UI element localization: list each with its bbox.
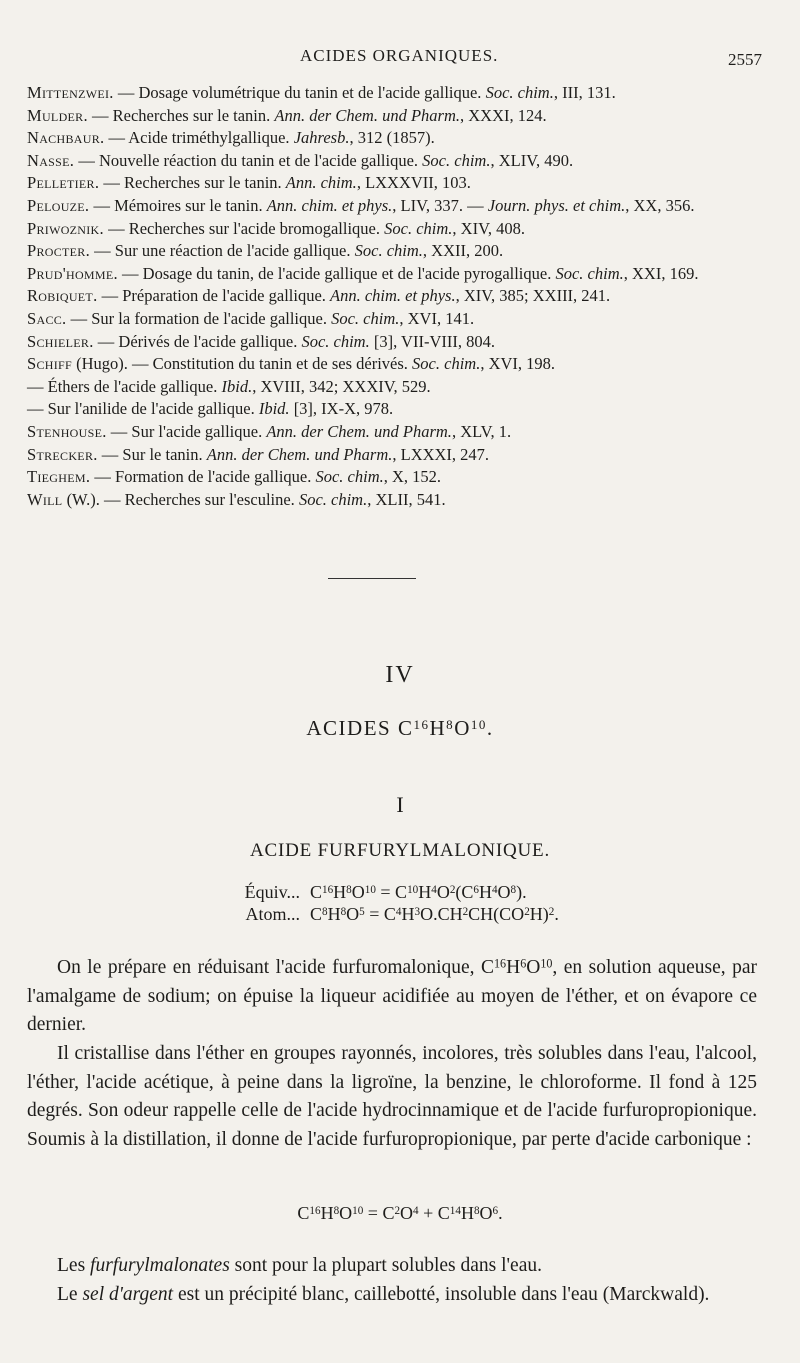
equiv-formula-index: 4: [491, 883, 498, 896]
bib-journal: Ibid.: [221, 376, 253, 396]
bib-author: Robiquet.: [27, 286, 98, 306]
atom-formula-text: O.CH: [420, 904, 463, 924]
bib-author: Prud'homme.: [27, 263, 118, 283]
running-title: ACIDES ORGANIQUES.: [300, 46, 499, 65]
bib-reference: , XXXI, 124.: [460, 105, 547, 125]
bib-journal: Ann. der Chem. und Pharm.: [266, 421, 452, 441]
bib-reference: , XLV, 1.: [451, 421, 512, 441]
equiv-formula-text: = C: [375, 882, 408, 902]
part-formula-index: 8: [446, 717, 455, 733]
equation-index: 2: [394, 1204, 401, 1217]
preparation-index: 16: [494, 956, 507, 971]
equiv-formula-text: H: [333, 882, 347, 902]
equation-index: 10: [352, 1204, 364, 1217]
atom-formula-text: C: [310, 904, 323, 924]
atom-formula-text: CH(CO: [468, 904, 525, 924]
atom-formula-index: 8: [322, 905, 328, 918]
bib-journal: Ann. chim. et phys.: [330, 286, 456, 306]
formula-equiv: [208, 882, 527, 903]
atom-formula-text: O: [346, 904, 360, 924]
equation-text: O: [400, 1203, 414, 1223]
bib-reference: , III, 131.: [553, 83, 616, 102]
page-number: 2557: [728, 50, 762, 69]
bib-title: — Mémoires sur le tanin.: [89, 195, 267, 215]
paragraph-preparation-text: [27, 954, 757, 1040]
formula-atom: [208, 904, 559, 925]
bib-journal: Journ. phys. et chim.: [487, 195, 626, 215]
bib-entry: [27, 353, 767, 374]
bib-reference: , XXII, 200.: [422, 241, 504, 261]
bib-journal: Soc. chim.: [555, 263, 624, 283]
equation-text: C: [297, 1203, 310, 1223]
bib-reference: , XLIV, 490.: [490, 150, 574, 170]
equiv-formula-text: O: [436, 882, 450, 902]
atom-formula-text: H: [401, 904, 415, 924]
bib-title: — Sur une réaction de l'acide gallique.: [90, 241, 355, 261]
equiv-formula-text: (C: [455, 882, 474, 902]
part-formula-text: O: [454, 716, 471, 740]
equiv-formula-index: 10: [364, 883, 376, 896]
bib-journal: Soc. chim.: [331, 308, 400, 328]
bib-entry: [27, 82, 767, 103]
equation-index: 16: [309, 1204, 321, 1217]
equiv-formula-text: ).: [516, 882, 527, 902]
bib-title: — Recherches sur le tanin.: [99, 173, 286, 193]
equiv-formula-index: 8: [346, 883, 352, 896]
atom-formula-index: 3: [414, 905, 421, 918]
equation-text: O: [339, 1203, 353, 1223]
paragraph-silver-salt-text: [27, 1281, 757, 1310]
bib-reference: [3], IX-X, 978.: [289, 399, 394, 419]
equation-index: 8: [333, 1204, 340, 1217]
bib-journal: Soc. chim.: [485, 83, 554, 102]
bib-title: — Préparation de l'acide gallique.: [97, 286, 331, 306]
atom-formula-text: .: [554, 904, 559, 924]
chapter-number: I: [396, 792, 404, 817]
silver-post: est un précipité blanc, caillebotté, insoluble dans l'eau (Marckwald).: [173, 1284, 710, 1305]
bib-journal: Ann. chim.: [285, 173, 357, 193]
decomposition-equation: [0, 1203, 800, 1224]
bib-journal: Soc. chim.: [354, 241, 423, 261]
paragraph-preparation: [27, 954, 757, 1040]
bib-reference: , LIV, 337. —: [392, 195, 488, 215]
equation-index: 14: [449, 1204, 461, 1217]
atom-formula-index: 4: [395, 905, 402, 918]
paragraph-silver-salt: [27, 1281, 757, 1310]
bib-author: Nasse.: [27, 150, 75, 170]
equiv-formula-text: O: [497, 882, 511, 902]
equation-text: + C: [418, 1203, 450, 1223]
bib-entry: [27, 263, 767, 284]
atom-formula-text: H: [327, 904, 341, 924]
bib-entry: [27, 398, 767, 419]
bib-journal: Soc. chim.: [412, 354, 481, 374]
formula-equiv-value: [310, 882, 527, 902]
part-formula-text: .: [486, 716, 494, 740]
bib-title: (W.). — Recherches sur l'esculine.: [62, 489, 299, 509]
section-divider: [328, 578, 416, 579]
part-title-formula: [413, 716, 493, 740]
bib-author: Strecker.: [27, 444, 98, 464]
atom-formula-text: H): [529, 904, 549, 924]
bib-journal: Ann. chim. et phys.: [266, 195, 393, 215]
equiv-formula-text: O: [351, 882, 365, 902]
bib-title: — Sur l'acide gallique.: [106, 421, 267, 441]
paragraph-properties-text: Il cristallise dans l'éther en groupes rayonnés, incolores, très solubles dans l'eau, l'alcool, l'éther, l'acide acétique, à peine dans la ligroïne, la benzine, le chloroforme. Il fond à 125 degrés. Son odeur rappelle celle de l'acide hydrocinnamique et de l'acide furfuropropionique. Soumis à la distillation, il donne de l'acide furfuropropionique, par perte d'acide carbonique :: [27, 1043, 757, 1150]
bib-entry: [27, 127, 767, 148]
bib-entry: [27, 285, 767, 306]
bib-reference: , LXXXI, 247.: [392, 444, 490, 464]
salts-post: sont pour la plupart solubles dans l'eau.: [229, 1255, 542, 1276]
bib-journal: Soc. chim.: [301, 331, 370, 351]
bib-entry: [27, 331, 767, 352]
bib-entry: [27, 466, 767, 487]
bib-title: — Nouvelle réaction du tanin et de l'acide gallique.: [74, 150, 423, 170]
formula-atom-label: Atom...: [245, 904, 300, 924]
bib-entry: [27, 195, 767, 216]
salts-term: furfurylmalonates: [90, 1255, 230, 1276]
bib-title: — Recherches sur le tanin.: [87, 105, 275, 125]
part-title-prefix: ACIDES C: [306, 716, 414, 740]
preparation-text: O: [526, 957, 541, 978]
bib-title: (Hugo). — Constitution du tanin et de ses dérivés.: [72, 354, 413, 374]
atom-formula-index: 5: [359, 905, 365, 918]
equiv-formula-index: 4: [431, 883, 437, 896]
equiv-formula-index: 10: [407, 883, 419, 896]
paragraph-salts-text: [27, 1252, 757, 1281]
equation-text: .: [498, 1203, 503, 1223]
equiv-formula-text: H: [418, 882, 432, 902]
bibliography-list: [27, 82, 767, 511]
equiv-formula-index: 6: [473, 883, 479, 896]
bib-entry: [27, 308, 767, 329]
formula-equiv-label: Équiv...: [244, 882, 300, 902]
preparation-text: On le prépare en réduisant l'acide furfuromalonique, C: [57, 957, 495, 978]
bib-author: Schiff: [27, 354, 72, 374]
bib-reference: , XXI, 169.: [623, 263, 699, 283]
paragraph-salts: [27, 1252, 757, 1281]
bib-title: — Sur l'anilide de l'acide gallique.: [27, 399, 259, 419]
bib-title: — Dosage volumétrique du tanin et de l'acide gallique.: [113, 83, 486, 102]
bib-journal: Soc. chim.: [422, 150, 491, 170]
bib-entry: [27, 240, 767, 261]
silver-pre: Le: [57, 1284, 83, 1305]
equation-index: 8: [473, 1204, 480, 1217]
bib-reference: , XVI, 141.: [399, 308, 475, 328]
bib-reference: , XLII, 541.: [367, 489, 446, 509]
bib-entry: [27, 376, 767, 397]
bib-author: Mittenzwei.: [27, 83, 114, 102]
bib-title: — Formation de l'acide gallique.: [90, 467, 316, 487]
equiv-formula-text: H: [478, 882, 492, 902]
atom-formula-index: 2: [524, 905, 530, 918]
equation-index: 6: [492, 1204, 499, 1217]
bib-author: Procter.: [27, 241, 91, 261]
bib-reference: , XX, 356.: [625, 195, 695, 215]
equation-text: O: [479, 1203, 493, 1223]
bib-title: — Recherches sur l'acide bromogallique.: [103, 218, 385, 238]
atom-formula-text: = C: [364, 904, 396, 924]
bib-entry: [27, 444, 767, 465]
bib-reference: , XVI, 198.: [480, 354, 556, 374]
bib-entry: [27, 421, 767, 442]
bib-entry: [27, 172, 767, 193]
part-number: IV: [385, 662, 415, 688]
bib-reference: , LXXXVII, 103.: [356, 173, 471, 193]
bib-author: Mulder.: [27, 105, 88, 125]
bib-title: — Acide triméthylgallique.: [104, 128, 294, 148]
equiv-formula-index: 16: [322, 883, 334, 896]
atom-formula-index: 8: [340, 905, 347, 918]
bib-journal: Soc. chim.: [384, 218, 453, 238]
bib-author: Nachbaur.: [27, 128, 105, 148]
part-formula-index: 16: [413, 717, 430, 733]
bib-entry: [27, 489, 767, 510]
salts-pre: Les: [57, 1255, 91, 1276]
bib-author: Schieler.: [27, 331, 94, 351]
bib-reference: , X, 152.: [383, 467, 442, 487]
bib-author: Tieghem.: [27, 467, 91, 487]
bib-author: Stenhouse.: [27, 421, 107, 441]
paragraph-properties: [27, 1040, 757, 1154]
bib-author: Will: [27, 489, 63, 509]
bib-title: — Sur la formation de l'acide gallique.: [66, 308, 332, 328]
bib-reference: , XVIII, 342; XXXIV, 529.: [252, 376, 431, 396]
bib-author: Pelletier.: [27, 173, 100, 193]
bib-journal: Soc. chim.: [298, 489, 368, 509]
preparation-text: H: [506, 957, 521, 978]
bib-author: Pelouze.: [27, 195, 90, 215]
preparation-index: 6: [520, 956, 527, 971]
bib-journal: Soc. chim.: [315, 467, 384, 487]
bib-reference: , XIV, 385; XXIII, 241.: [455, 286, 611, 306]
equation-text: H: [460, 1203, 474, 1223]
bib-reference: [3], VII-VIII, 804.: [369, 331, 495, 351]
formula-atom-value: [310, 904, 559, 924]
bib-title: — Éthers de l'acide gallique.: [27, 376, 222, 396]
bib-title: — Sur le tanin.: [97, 444, 207, 464]
bib-entry: [27, 218, 767, 239]
part-formula-index: 10: [470, 717, 487, 733]
bib-entry: [27, 150, 767, 171]
chapter-title: ACIDE FURFURYLMALONIQUE.: [250, 840, 550, 861]
part-formula-text: H: [429, 716, 447, 740]
bib-reference: , 312 (1857).: [349, 128, 435, 148]
equiv-formula-index: 8: [510, 883, 517, 896]
equiv-formula-index: 2: [449, 883, 456, 896]
bib-journal: Ibid.: [258, 399, 290, 419]
preparation-index: 10: [540, 956, 553, 971]
silver-term: sel d'argent: [82, 1284, 174, 1305]
bib-entry: [27, 105, 767, 126]
bib-author: Sacc.: [27, 308, 67, 328]
running-head: [0, 46, 800, 70]
bib-title: — Dosage du tanin, de l'acide gallique et de l'acide pyrogallique.: [117, 263, 556, 283]
atom-formula-index: 2: [548, 905, 555, 918]
bib-title: — Dérivés de l'acide gallique.: [93, 331, 302, 351]
equation-index: 4: [413, 1204, 419, 1217]
equation-text: = C: [363, 1203, 395, 1223]
part-title: [0, 716, 800, 741]
bib-author: Priwoznik.: [27, 218, 104, 238]
bib-reference: , XIV, 408.: [452, 218, 525, 238]
atom-formula-index: 2: [462, 905, 469, 918]
bib-journal: Jahresb.: [293, 128, 350, 148]
equiv-formula-text: C: [310, 882, 323, 902]
equation-text: H: [320, 1203, 334, 1223]
preparation-text: , en solution aqueuse, par l'amalgame de sodium; on épuise la liqueur acidifiée au moyen de l'éther, et on évapore ce dernier.: [27, 957, 757, 1035]
bib-journal: Ann. der Chem. und Pharm.: [206, 444, 393, 464]
bib-journal: Ann. der Chem. und Pharm.: [274, 105, 460, 125]
